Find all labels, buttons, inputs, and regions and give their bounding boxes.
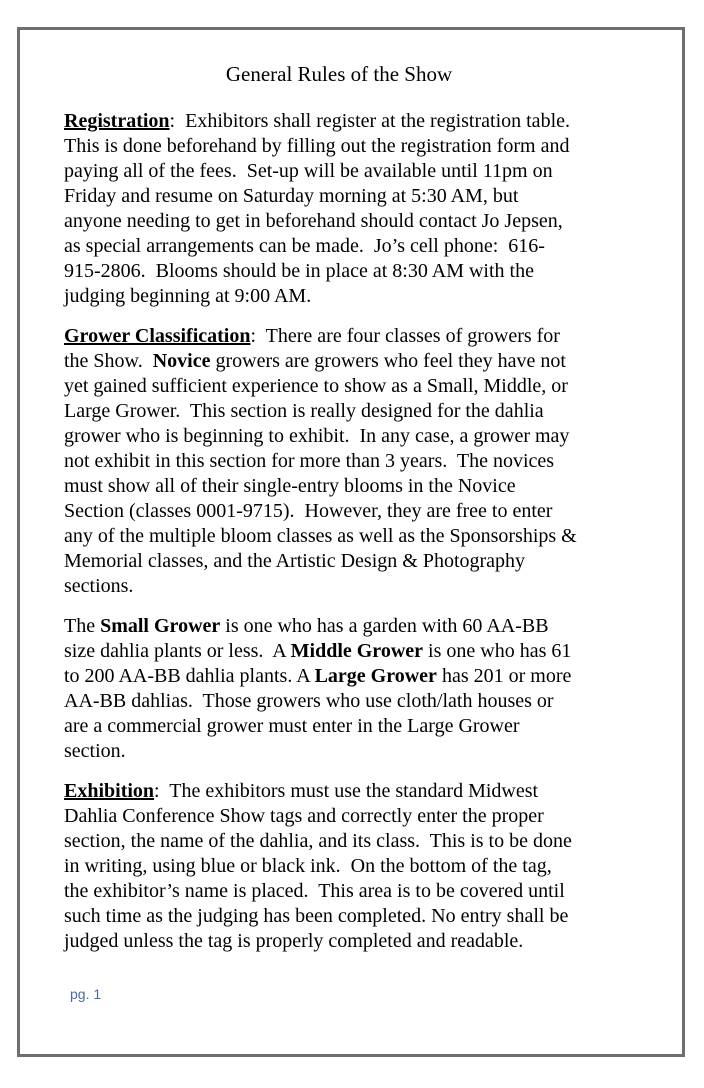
document-body — [64, 109, 652, 954]
text-line — [64, 134, 652, 159]
text-line — [64, 399, 652, 424]
text-line — [64, 234, 652, 259]
text-run: in writing, using blue or black ink. On the bottom of the tag, — [64, 855, 552, 877]
text-line — [64, 209, 652, 234]
text-line — [64, 639, 652, 664]
text-run: any of the multiple bloom classes as well as the Sponsorships & — [64, 525, 577, 547]
text-run: must show all of their single-entry blooms in the Novice — [64, 475, 516, 497]
paragraph-grower-classification — [64, 324, 652, 599]
text-run: Novice — [152, 350, 211, 372]
text-run: are a commercial grower must enter in the Large Grower — [64, 715, 520, 737]
text-line — [64, 284, 652, 309]
section-heading-text: Exhibition — [64, 780, 155, 802]
text-line — [64, 524, 652, 549]
text-line — [64, 664, 652, 689]
text-run: Memorial classes, and the Artistic Design & Photography — [64, 550, 526, 572]
text-run: anyone needing to get in beforehand should contact Jo Jepsen, — [64, 210, 563, 232]
text-line — [64, 714, 652, 739]
text-line — [64, 739, 652, 764]
text-line — [64, 159, 652, 184]
text-run: Section (classes 0001-9715). However, they are free to enter — [64, 500, 553, 522]
text-run: section. — [64, 740, 126, 762]
text-run: paying all of the fees. Set-up will be available until 11pm on — [64, 160, 553, 182]
page-number-label: pg. 1 — [70, 986, 102, 1002]
text-run: grower who is beginning to exhibit. In any case, a grower may — [64, 425, 570, 447]
text-line — [64, 904, 652, 929]
document-title: General Rules of the Show — [225, 62, 453, 86]
paragraph-registration — [64, 109, 652, 309]
text-run: is one who has a garden with 60 AA-BB — [220, 615, 549, 637]
text-line — [64, 184, 652, 209]
text-run: as special arrangements can be made. Jo’s cell phone: 616- — [64, 235, 545, 257]
text-line — [64, 474, 652, 499]
text-run: : There are four classes of growers for — [250, 325, 560, 347]
text-run: not exhibit in this section for more than 3 years. The novices — [64, 450, 555, 472]
text-run: sections. — [64, 575, 134, 597]
text-line — [64, 259, 652, 284]
text-run: to 200 AA-BB dahlia plants. A — [64, 665, 315, 687]
text-run: yet gained sufficient experience to show as a Small, Middle, or — [64, 375, 568, 397]
text-run: AA-BB dahlias. Those growers who use cloth/lath houses or — [64, 690, 554, 712]
paragraph-exhibition — [64, 779, 652, 954]
text-run: the Show. — [64, 350, 153, 372]
text-line — [64, 829, 652, 854]
text-run: : The exhibitors must use the standard Midwest — [154, 780, 539, 802]
text-run: the exhibitor’s name is placed. This area is to be covered until — [64, 880, 565, 902]
text-run: Large Grower — [314, 665, 437, 687]
text-line — [64, 499, 652, 524]
document-page — [17, 27, 685, 1057]
text-line — [64, 549, 652, 574]
page-content-area — [20, 30, 682, 1054]
text-line — [64, 449, 652, 474]
section-heading-text: Registration — [64, 110, 170, 132]
text-line — [64, 879, 652, 904]
text-run: growers are growers who feel they have not — [210, 350, 566, 372]
text-line — [64, 349, 652, 374]
text-run: such time as the judging has been completed. No entry shall be — [64, 905, 569, 927]
text-run: Friday and resume on Saturday morning at 5:30 AM, but — [64, 185, 519, 207]
text-line — [64, 324, 652, 349]
text-run: This is done beforehand by filling out the registration form and — [64, 135, 570, 157]
section-heading-text: Grower Classification — [64, 325, 251, 347]
text-run: Large Grower. This section is really designed for the dahlia — [64, 400, 544, 422]
text-line — [64, 574, 652, 599]
text-run: section, the name of the dahlia, and its class. This is to be done — [64, 830, 572, 852]
text-run: 915-2806. Blooms should be in place at 8:30 AM with the — [64, 260, 534, 282]
text-run: judging beginning at 9:00 AM. — [64, 285, 312, 307]
text-run: size dahlia plants or less. A — [64, 640, 291, 662]
text-line — [64, 689, 652, 714]
text-line — [64, 854, 652, 879]
paragraph-grower-sizes — [64, 614, 652, 764]
text-line — [64, 804, 652, 829]
text-line — [64, 779, 652, 804]
text-run: : Exhibitors shall register at the registration table. — [169, 110, 570, 132]
text-run: has 201 or more — [436, 665, 572, 687]
text-run: is one who has 61 — [423, 640, 572, 662]
text-run: Middle Grower — [290, 640, 424, 662]
text-line — [64, 614, 652, 639]
text-run: Small Grower — [100, 615, 221, 637]
text-run: Dahlia Conference Show tags and correctly enter the proper — [64, 805, 544, 827]
text-line — [64, 929, 652, 954]
text-line — [64, 374, 652, 399]
text-run: judged unless the tag is properly completed and readable. — [64, 930, 524, 952]
text-line — [64, 424, 652, 449]
text-run: The — [64, 615, 101, 637]
text-line — [64, 109, 652, 134]
